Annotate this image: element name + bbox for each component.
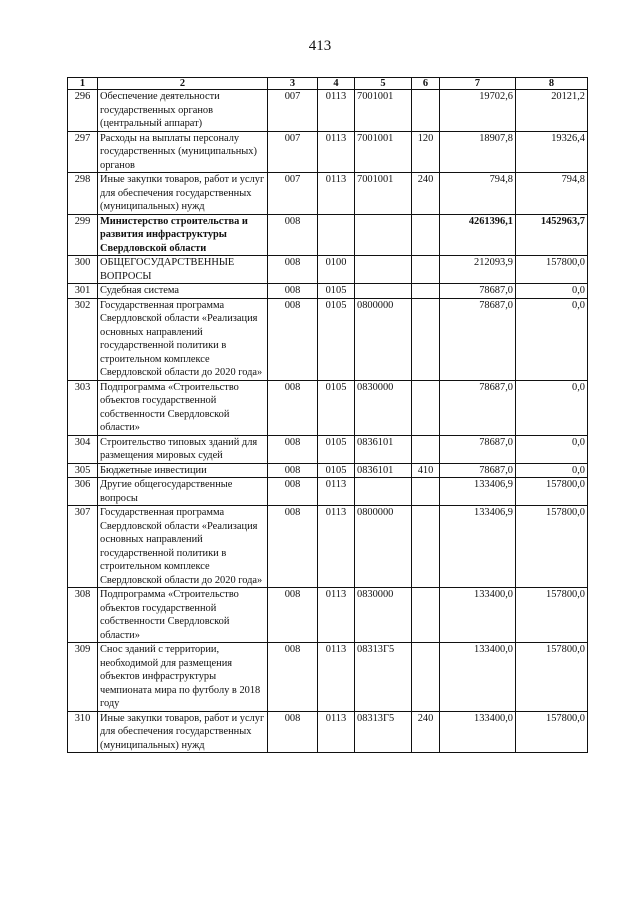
target-item-code: 0830000 <box>355 588 412 643</box>
column-header: 7 <box>440 78 516 90</box>
column-header: 4 <box>318 78 355 90</box>
amount-2015: 0,0 <box>516 284 588 299</box>
column-header: 8 <box>516 78 588 90</box>
row-number: 301 <box>68 284 98 299</box>
admin-code: 008 <box>268 506 318 588</box>
target-item-code: 0836101 <box>355 435 412 463</box>
target-item-code <box>355 256 412 284</box>
target-item-code: 7001001 <box>355 131 412 173</box>
amount-2014: 133400,0 <box>440 711 516 753</box>
row-description: ОБЩЕГОСУДАРСТВЕННЫЕ ВОПРОСЫ <box>98 256 268 284</box>
amount-2015: 19326,4 <box>516 131 588 173</box>
row-number: 304 <box>68 435 98 463</box>
row-description: Подпрограмма «Строительство объектов государственной собственности Свердловской области» <box>98 380 268 435</box>
page-number: 413 <box>308 38 332 54</box>
section-code: 0113 <box>318 90 355 132</box>
row-number: 305 <box>68 463 98 478</box>
row-description: Судебная система <box>98 284 268 299</box>
section-code: 0113 <box>318 643 355 712</box>
section-code: 0113 <box>318 588 355 643</box>
expense-type-code: 240 <box>412 173 440 215</box>
amount-2014: 133406,9 <box>440 506 516 588</box>
table-row <box>68 435 588 463</box>
admin-code: 007 <box>268 173 318 215</box>
amount-2014: 794,8 <box>440 173 516 215</box>
section-code: 0105 <box>318 298 355 380</box>
expense-type-code <box>412 256 440 284</box>
row-description: Государственная программа Свердловской области «Реализация основных направлений государственной политики в строительном комплексе Свердловской области до 2020 года» <box>98 506 268 588</box>
target-item-code: 0800000 <box>355 506 412 588</box>
expense-type-code <box>412 506 440 588</box>
section-code: 0113 <box>318 506 355 588</box>
expense-type-code: 120 <box>412 131 440 173</box>
amount-2015: 20121,2 <box>516 90 588 132</box>
amount-2014: 133400,0 <box>440 588 516 643</box>
row-number: 298 <box>68 173 98 215</box>
row-description: Другие общегосударственные вопросы <box>98 478 268 506</box>
section-code: 0100 <box>318 256 355 284</box>
column-header: 6 <box>412 78 440 90</box>
row-number: 303 <box>68 380 98 435</box>
expense-type-code <box>412 284 440 299</box>
amount-2014: 19702,6 <box>440 90 516 132</box>
admin-code: 008 <box>268 588 318 643</box>
table-row <box>68 506 588 588</box>
row-description: Подпрограмма «Строительство объектов государственной собственности Свердловской области» <box>98 588 268 643</box>
admin-code: 008 <box>268 711 318 753</box>
row-number: 302 <box>68 298 98 380</box>
column-header: 3 <box>268 78 318 90</box>
column-header: 5 <box>355 78 412 90</box>
row-description: Расходы на выплаты персоналу государственных (муниципальных) органов <box>98 131 268 173</box>
table-row <box>68 173 588 215</box>
row-description: Строительство типовых зданий для размещения мировых судей <box>98 435 268 463</box>
amount-2014: 133406,9 <box>440 478 516 506</box>
amount-2014: 78687,0 <box>440 435 516 463</box>
table-row <box>68 131 588 173</box>
admin-code: 007 <box>268 131 318 173</box>
amount-2014: 4261396,1 <box>440 214 516 256</box>
admin-code: 008 <box>268 256 318 284</box>
section-code: 0105 <box>318 380 355 435</box>
column-header: 2 <box>98 78 268 90</box>
admin-code: 008 <box>268 214 318 256</box>
admin-code: 007 <box>268 90 318 132</box>
admin-code: 008 <box>268 478 318 506</box>
target-item-code <box>355 478 412 506</box>
expense-type-code <box>412 90 440 132</box>
row-number: 309 <box>68 643 98 712</box>
amount-2015: 0,0 <box>516 298 588 380</box>
amount-2014: 78687,0 <box>440 380 516 435</box>
target-item-code: 08313Г5 <box>355 711 412 753</box>
target-item-code: 0800000 <box>355 298 412 380</box>
table-row <box>68 90 588 132</box>
expense-type-code <box>412 214 440 256</box>
expense-type-code <box>412 588 440 643</box>
target-item-code: 0836101 <box>355 463 412 478</box>
table-row <box>68 588 588 643</box>
admin-code: 008 <box>268 380 318 435</box>
admin-code: 008 <box>268 435 318 463</box>
amount-2014: 133400,0 <box>440 643 516 712</box>
admin-code: 008 <box>268 643 318 712</box>
table-row <box>68 214 588 256</box>
section-code <box>318 214 355 256</box>
amount-2015: 157800,0 <box>516 256 588 284</box>
table-row <box>68 711 588 753</box>
target-item-code <box>355 214 412 256</box>
section-code: 0113 <box>318 173 355 215</box>
row-number: 300 <box>68 256 98 284</box>
row-number: 297 <box>68 131 98 173</box>
expense-type-code <box>412 643 440 712</box>
row-description: Министерство строительства и развития инфраструктуры Свердловской области <box>98 214 268 256</box>
row-number: 296 <box>68 90 98 132</box>
amount-2015: 0,0 <box>516 435 588 463</box>
amount-2014: 78687,0 <box>440 298 516 380</box>
row-number: 307 <box>68 506 98 588</box>
amount-2014: 18907,8 <box>440 131 516 173</box>
section-code: 0105 <box>318 435 355 463</box>
section-code: 0113 <box>318 711 355 753</box>
amount-2015: 0,0 <box>516 463 588 478</box>
expense-type-code <box>412 478 440 506</box>
row-number: 310 <box>68 711 98 753</box>
amount-2015: 157800,0 <box>516 643 588 712</box>
amount-2014: 78687,0 <box>440 463 516 478</box>
amount-2015: 1452963,7 <box>516 214 588 256</box>
row-description: Иные закупки товаров, работ и услуг для обеспечения государственных (муниципальных) нужд <box>98 173 268 215</box>
expense-type-code: 410 <box>412 463 440 478</box>
row-description: Иные закупки товаров, работ и услуг для обеспечения государственных (муниципальных) нужд <box>98 711 268 753</box>
amount-2015: 157800,0 <box>516 478 588 506</box>
amount-2015: 157800,0 <box>516 506 588 588</box>
table-row <box>68 256 588 284</box>
admin-code: 008 <box>268 284 318 299</box>
target-item-code: 7001001 <box>355 90 412 132</box>
admin-code: 008 <box>268 463 318 478</box>
budget-table <box>67 77 588 753</box>
row-description: Обеспечение деятельности государственных органов (центральный аппарат) <box>98 90 268 132</box>
table-row <box>68 298 588 380</box>
expense-type-code <box>412 298 440 380</box>
table-row <box>68 463 588 478</box>
amount-2015: 0,0 <box>516 380 588 435</box>
section-code: 0105 <box>318 284 355 299</box>
admin-code: 008 <box>268 298 318 380</box>
amount-2015: 794,8 <box>516 173 588 215</box>
expense-type-code <box>412 380 440 435</box>
amount-2014: 78687,0 <box>440 284 516 299</box>
row-description: Бюджетные инвестиции <box>98 463 268 478</box>
column-header: 1 <box>68 78 98 90</box>
expense-type-code <box>412 435 440 463</box>
target-item-code: 08313Г5 <box>355 643 412 712</box>
amount-2014: 212093,9 <box>440 256 516 284</box>
table-row <box>68 643 588 712</box>
target-item-code <box>355 284 412 299</box>
table-row <box>68 380 588 435</box>
table-header-row <box>68 78 588 90</box>
section-code: 0113 <box>318 131 355 173</box>
expense-type-code: 240 <box>412 711 440 753</box>
table-row <box>68 284 588 299</box>
row-number: 299 <box>68 214 98 256</box>
row-description: Государственная программа Свердловской области «Реализация основных направлений государственной политики в строительном комплексе Свердловской области до 2020 года» <box>98 298 268 380</box>
row-description: Снос зданий с территории, необходимой для размещения объектов инфраструктуры чемпионата мира по футболу в 2018 году <box>98 643 268 712</box>
amount-2015: 157800,0 <box>516 711 588 753</box>
table-row <box>68 478 588 506</box>
row-number: 306 <box>68 478 98 506</box>
section-code: 0113 <box>318 478 355 506</box>
section-code: 0105 <box>318 463 355 478</box>
target-item-code: 0830000 <box>355 380 412 435</box>
target-item-code: 7001001 <box>355 173 412 215</box>
amount-2015: 157800,0 <box>516 588 588 643</box>
row-number: 308 <box>68 588 98 643</box>
